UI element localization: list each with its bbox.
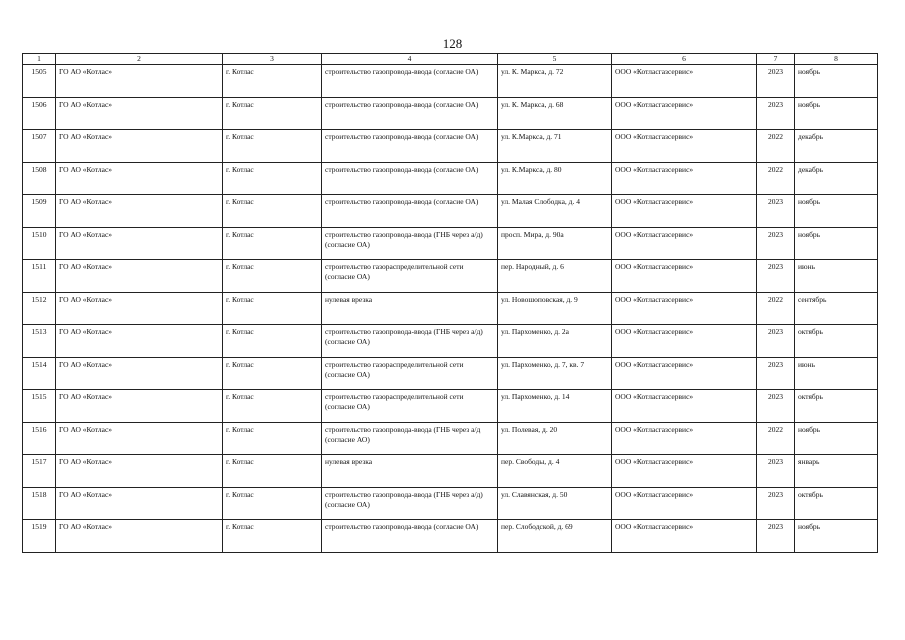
table-row bbox=[23, 390, 878, 423]
table-row bbox=[23, 325, 878, 358]
contractor-cell: ООО «Котласгазсервис» bbox=[612, 195, 757, 228]
settlement-cell: г. Котлас bbox=[223, 162, 322, 195]
row-number: 1510 bbox=[23, 227, 56, 260]
contractor-cell: ООО «Котласгазсервис» bbox=[612, 455, 757, 488]
contractor-cell: ООО «Котласгазсервис» bbox=[612, 357, 757, 390]
contractor-cell: ООО «Котласгазсервис» bbox=[612, 390, 757, 423]
region-cell: ГО АО «Котлас» bbox=[56, 455, 223, 488]
region-cell: ГО АО «Котлас» bbox=[56, 422, 223, 455]
contractor-cell: ООО «Котласгазсервис» bbox=[612, 130, 757, 163]
work-type-cell: нулевая врезка bbox=[322, 455, 498, 488]
address-cell: ул. Малая Слободка, д. 4 bbox=[498, 195, 612, 228]
year-cell: 2023 bbox=[757, 227, 795, 260]
contractor-cell: ООО «Котласгазсервис» bbox=[612, 65, 757, 98]
month-cell: ноябрь bbox=[795, 195, 878, 228]
work-type-cell: строительство газопровода-ввода (согласие ОА) bbox=[322, 130, 498, 163]
region-cell: ГО АО «Котлас» bbox=[56, 390, 223, 423]
month-cell: январь bbox=[795, 455, 878, 488]
table-row bbox=[23, 162, 878, 195]
column-header: 5 bbox=[498, 54, 612, 65]
address-cell: ул. К. Маркса, д. 72 bbox=[498, 65, 612, 98]
row-number: 1516 bbox=[23, 422, 56, 455]
table-row bbox=[23, 292, 878, 325]
row-number: 1519 bbox=[23, 520, 56, 553]
region-cell: ГО АО «Котлас» bbox=[56, 260, 223, 293]
region-cell: ГО АО «Котлас» bbox=[56, 227, 223, 260]
row-number: 1513 bbox=[23, 325, 56, 358]
year-cell: 2023 bbox=[757, 357, 795, 390]
row-number: 1509 bbox=[23, 195, 56, 228]
month-cell: ноябрь bbox=[795, 97, 878, 130]
row-number: 1518 bbox=[23, 487, 56, 520]
month-cell: декабрь bbox=[795, 162, 878, 195]
address-cell: ул. К. Маркса, д. 68 bbox=[498, 97, 612, 130]
year-cell: 2023 bbox=[757, 195, 795, 228]
work-type-cell: строительство газопровода-ввода (ГНБ через а/д) (согласие ОА) bbox=[322, 325, 498, 358]
year-cell: 2023 bbox=[757, 487, 795, 520]
region-cell: ГО АО «Котлас» bbox=[56, 292, 223, 325]
settlement-cell: г. Котлас bbox=[223, 195, 322, 228]
row-number: 1514 bbox=[23, 357, 56, 390]
month-cell: октябрь bbox=[795, 487, 878, 520]
region-cell: ГО АО «Котлас» bbox=[56, 325, 223, 358]
settlement-cell: г. Котлас bbox=[223, 260, 322, 293]
address-cell: пер. Слободской, д. 69 bbox=[498, 520, 612, 553]
table-row bbox=[23, 422, 878, 455]
table-row bbox=[23, 227, 878, 260]
year-cell: 2022 bbox=[757, 292, 795, 325]
table-row bbox=[23, 260, 878, 293]
table-row bbox=[23, 65, 878, 98]
address-cell: пер. Свободы, д. 4 bbox=[498, 455, 612, 488]
work-type-cell: строительство газораспределительной сети (согласие ОА) bbox=[322, 390, 498, 423]
region-cell: ГО АО «Котлас» bbox=[56, 195, 223, 228]
address-cell: ул. Пархоменко, д. 2а bbox=[498, 325, 612, 358]
month-cell: ноябрь bbox=[795, 422, 878, 455]
row-number: 1507 bbox=[23, 130, 56, 163]
month-cell: июнь bbox=[795, 357, 878, 390]
work-type-cell: строительство газопровода-ввода (ГНБ через а/д (согласие АО) bbox=[322, 422, 498, 455]
work-type-cell: строительство газопровода-ввода (согласие ОА) bbox=[322, 195, 498, 228]
contractor-cell: ООО «Котласгазсервис» bbox=[612, 260, 757, 293]
table-row bbox=[23, 130, 878, 163]
work-type-cell: строительство газопровода-ввода (согласие ОА) bbox=[322, 520, 498, 553]
column-header: 7 bbox=[757, 54, 795, 65]
region-cell: ГО АО «Котлас» bbox=[56, 487, 223, 520]
settlement-cell: г. Котлас bbox=[223, 357, 322, 390]
settlement-cell: г. Котлас bbox=[223, 292, 322, 325]
row-number: 1506 bbox=[23, 97, 56, 130]
table-row bbox=[23, 195, 878, 228]
work-type-cell: строительство газопровода-ввода (ГНБ через а/д) (согласие ОА) bbox=[322, 227, 498, 260]
address-cell: ул. К.Маркса, д. 80 bbox=[498, 162, 612, 195]
table-row bbox=[23, 487, 878, 520]
settlement-cell: г. Котлас bbox=[223, 97, 322, 130]
month-cell: июнь bbox=[795, 260, 878, 293]
page-number: 128 bbox=[442, 36, 463, 51]
row-number: 1517 bbox=[23, 455, 56, 488]
year-cell: 2023 bbox=[757, 97, 795, 130]
row-number: 1511 bbox=[23, 260, 56, 293]
contractor-cell: ООО «Котласгазсервис» bbox=[612, 162, 757, 195]
year-cell: 2022 bbox=[757, 162, 795, 195]
contractor-cell: ООО «Котласгазсервис» bbox=[612, 227, 757, 260]
table-container bbox=[22, 53, 877, 553]
settlement-cell: г. Котлас bbox=[223, 455, 322, 488]
month-cell: сентябрь bbox=[795, 292, 878, 325]
settlement-cell: г. Котлас bbox=[223, 325, 322, 358]
region-cell: ГО АО «Котлас» bbox=[56, 162, 223, 195]
work-type-cell: строительство газопровода-ввода (согласие ОА) bbox=[322, 97, 498, 130]
table-row bbox=[23, 97, 878, 130]
work-type-cell: строительство газопровода-ввода (ГНБ через а/д) (согласие ОА) bbox=[322, 487, 498, 520]
work-type-cell: строительство газораспределительной сети (согласие ОА) bbox=[322, 357, 498, 390]
work-type-cell: строительство газопровода-ввода (согласие ОА) bbox=[322, 162, 498, 195]
address-cell: пер. Народный, д. 6 bbox=[498, 260, 612, 293]
settlement-cell: г. Котлас bbox=[223, 390, 322, 423]
region-cell: ГО АО «Котлас» bbox=[56, 65, 223, 98]
year-cell: 2023 bbox=[757, 325, 795, 358]
row-number: 1508 bbox=[23, 162, 56, 195]
month-cell: октябрь bbox=[795, 325, 878, 358]
row-number: 1512 bbox=[23, 292, 56, 325]
year-cell: 2023 bbox=[757, 390, 795, 423]
address-cell: ул. К.Маркса, д. 71 bbox=[498, 130, 612, 163]
region-cell: ГО АО «Котлас» bbox=[56, 520, 223, 553]
month-cell: ноябрь bbox=[795, 65, 878, 98]
address-cell: ул. Славянская, д. 50 bbox=[498, 487, 612, 520]
address-cell: ул. Новошоповская, д. 9 bbox=[498, 292, 612, 325]
header-row bbox=[23, 54, 878, 65]
contractor-cell: ООО «Котласгазсервис» bbox=[612, 422, 757, 455]
month-cell: ноябрь bbox=[795, 227, 878, 260]
work-type-cell: строительство газопровода-ввода (согласие ОА) bbox=[322, 65, 498, 98]
work-type-cell: строительство газораспределительной сети (согласие ОА) bbox=[322, 260, 498, 293]
table-body bbox=[23, 65, 878, 553]
region-cell: ГО АО «Котлас» bbox=[56, 97, 223, 130]
address-cell: ул. Полевая, д. 20 bbox=[498, 422, 612, 455]
year-cell: 2023 bbox=[757, 455, 795, 488]
contractor-cell: ООО «Котласгазсервис» bbox=[612, 325, 757, 358]
column-header: 8 bbox=[795, 54, 878, 65]
settlement-cell: г. Котлас bbox=[223, 65, 322, 98]
address-cell: ул. Пархоменко, д. 14 bbox=[498, 390, 612, 423]
contractor-cell: ООО «Котласгазсервис» bbox=[612, 520, 757, 553]
settlement-cell: г. Котлас bbox=[223, 227, 322, 260]
settlement-cell: г. Котлас bbox=[223, 520, 322, 553]
row-number: 1515 bbox=[23, 390, 56, 423]
year-cell: 2023 bbox=[757, 65, 795, 98]
year-cell: 2023 bbox=[757, 260, 795, 293]
column-header: 3 bbox=[223, 54, 322, 65]
address-cell: ул. Пархоменко, д. 7, кв. 7 bbox=[498, 357, 612, 390]
column-header: 2 bbox=[56, 54, 223, 65]
month-cell: октябрь bbox=[795, 390, 878, 423]
region-cell: ГО АО «Котлас» bbox=[56, 357, 223, 390]
column-header: 6 bbox=[612, 54, 757, 65]
year-cell: 2022 bbox=[757, 422, 795, 455]
table-row bbox=[23, 520, 878, 553]
table-row bbox=[23, 357, 878, 390]
settlement-cell: г. Котлас bbox=[223, 487, 322, 520]
settlement-cell: г. Котлас bbox=[223, 422, 322, 455]
row-number: 1505 bbox=[23, 65, 56, 98]
contractor-cell: ООО «Котласгазсервис» bbox=[612, 292, 757, 325]
work-type-cell: нулевая врезка bbox=[322, 292, 498, 325]
region-cell: ГО АО «Котлас» bbox=[56, 130, 223, 163]
table-row bbox=[23, 455, 878, 488]
year-cell: 2022 bbox=[757, 130, 795, 163]
address-cell: просп. Мира, д. 90а bbox=[498, 227, 612, 260]
contractor-cell: ООО «Котласгазсервис» bbox=[612, 487, 757, 520]
year-cell: 2023 bbox=[757, 520, 795, 553]
contractor-cell: ООО «Котласгазсервис» bbox=[612, 97, 757, 130]
column-header: 1 bbox=[23, 54, 56, 65]
month-cell: декабрь bbox=[795, 130, 878, 163]
gas-works-table bbox=[22, 53, 878, 553]
settlement-cell: г. Котлас bbox=[223, 130, 322, 163]
month-cell: ноябрь bbox=[795, 520, 878, 553]
column-header: 4 bbox=[322, 54, 498, 65]
